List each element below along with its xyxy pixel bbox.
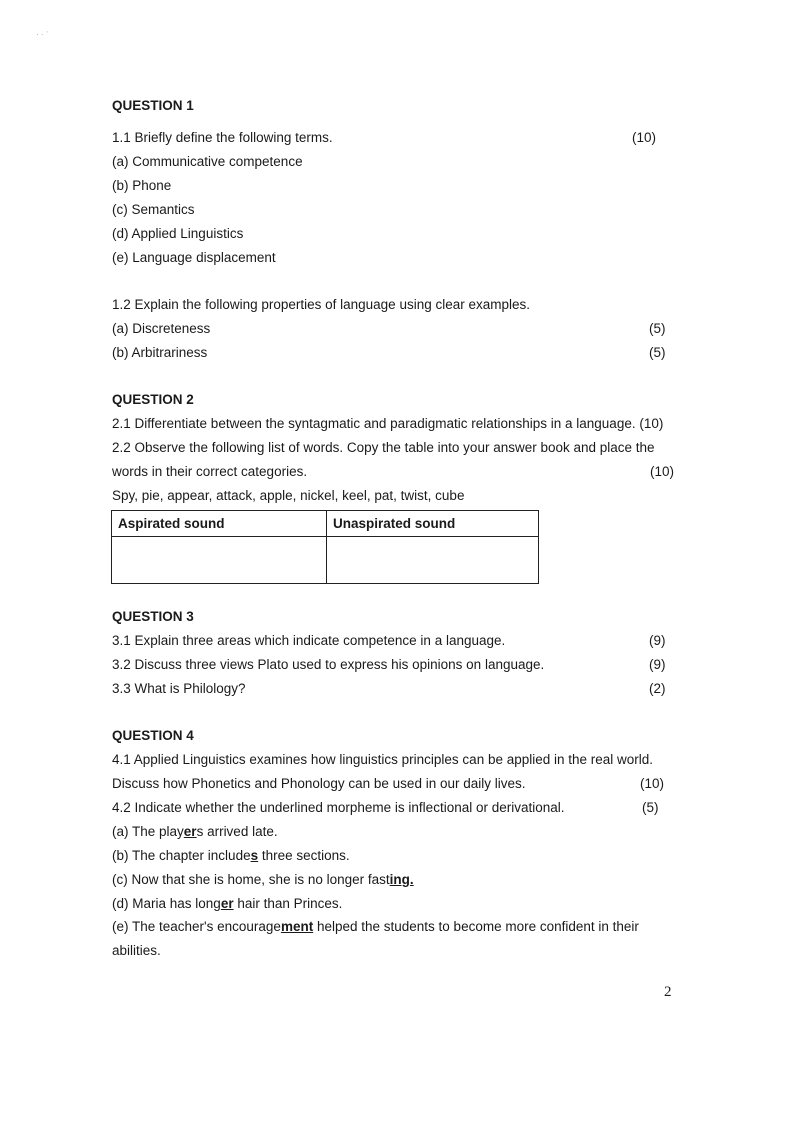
question-2-2-text-line1: 2.2 Observe the following list of words. Copy the table into your answer book and place the — [112, 440, 655, 455]
aspirated-sound-header: Aspirated sound — [112, 511, 327, 537]
question-3-1-marks: (9) — [649, 633, 666, 648]
question-4-2-marks: (5) — [642, 800, 659, 815]
question-4-1-marks: (10) — [640, 776, 665, 791]
question-1-2-item-b: (b) Arbitrariness — [112, 345, 208, 360]
aspirated-sound-cell — [112, 537, 327, 584]
question-2-1-text: 2.1 Differentiate between the syntagmatic and paradigmatic relationships in a language. (10) — [112, 416, 664, 431]
question-2-heading: QUESTION 2 — [112, 392, 194, 407]
question-3-heading: QUESTION 3 — [112, 609, 194, 624]
sentence-a-morpheme: er — [183, 824, 197, 839]
question-4-1-text-line2: Discuss how Phonetics and Phonology can be used in our daily lives. — [112, 776, 526, 791]
question-2-2-marks: (10) — [650, 464, 675, 479]
question-1-2-item-b-marks: (5) — [649, 345, 666, 360]
sentence-d — [112, 896, 342, 912]
sentence-a-after: s arrived late. — [196, 824, 278, 839]
question-4-heading: QUESTION 4 — [112, 728, 194, 743]
question-1-2-item-a: (a) Discreteness — [112, 321, 211, 336]
sentence-a — [112, 824, 278, 840]
sentence-d-after: hair than Princes. — [233, 896, 343, 911]
sentence-e-continuation: abilities. — [112, 943, 161, 958]
question-3-3-marks: (2) — [649, 681, 666, 696]
sound-category-table — [111, 510, 539, 584]
sentence-c — [112, 872, 414, 888]
unaspirated-sound-cell — [327, 537, 539, 584]
question-1-1-item-c: (c) Semantics — [112, 202, 195, 217]
question-1-1-text: 1.1 Briefly define the following terms. — [112, 130, 333, 145]
question-1-1-marks: (10) — [632, 130, 657, 145]
question-3-2-marks: (9) — [649, 657, 666, 672]
question-4-2-text: 4.2 Indicate whether the underlined morpheme is inflectional or derivational. — [112, 800, 565, 815]
question-1-1-item-e: (e) Language displacement — [112, 250, 276, 265]
question-3-1-text: 3.1 Explain three areas which indicate competence in a language. — [112, 633, 506, 648]
sentence-e-before: (e) The teacher's encourage — [112, 919, 281, 934]
table-row — [112, 537, 539, 584]
question-1-heading: QUESTION 1 — [112, 98, 194, 113]
scan-specks: · · ˈ — [36, 30, 49, 39]
question-1-2-text: 1.2 Explain the following properties of language using clear examples. — [112, 297, 531, 312]
question-2-2-text-line2: words in their correct categories. — [112, 464, 308, 479]
sentence-d-morpheme: er — [220, 896, 234, 911]
question-3-3-text: 3.3 What is Philology? — [112, 681, 246, 696]
unaspirated-sound-header: Unaspirated sound — [327, 511, 539, 537]
sentence-b-before: (b) The chapter include — [112, 848, 251, 863]
sentence-e-morpheme: ment — [280, 919, 314, 934]
question-1-1-item-d: (d) Applied Linguistics — [112, 226, 244, 241]
question-1-1-item-a: (a) Communicative competence — [112, 154, 303, 169]
question-1-2-item-a-marks: (5) — [649, 321, 666, 336]
question-1-1-item-b: (b) Phone — [112, 178, 172, 193]
sentence-c-before: (c) Now that she is home, she is no longer fast — [112, 872, 390, 887]
sentence-e-after: helped the students to become more confident in their — [313, 919, 639, 934]
question-4-1-text-line1: 4.1 Applied Linguistics examines how linguistics principles can be applied in the real world. — [112, 752, 654, 767]
sentence-e — [112, 919, 639, 935]
page-number: 2 — [664, 984, 672, 1000]
table-header-row — [112, 511, 539, 537]
sentence-b — [112, 848, 350, 864]
sentence-b-after: three sections. — [258, 848, 350, 863]
sentence-b-morpheme: s — [250, 848, 259, 863]
sentence-c-morpheme: ing. — [389, 872, 414, 887]
question-2-2-word-list: Spy, pie, appear, attack, apple, nickel, keel, pat, twist, cube — [112, 488, 465, 503]
question-3-2-text: 3.2 Discuss three views Plato used to express his opinions on language. — [112, 657, 545, 672]
sentence-d-before: (d) Maria has long — [112, 896, 221, 911]
sentence-a-before: (a) The play — [112, 824, 184, 839]
